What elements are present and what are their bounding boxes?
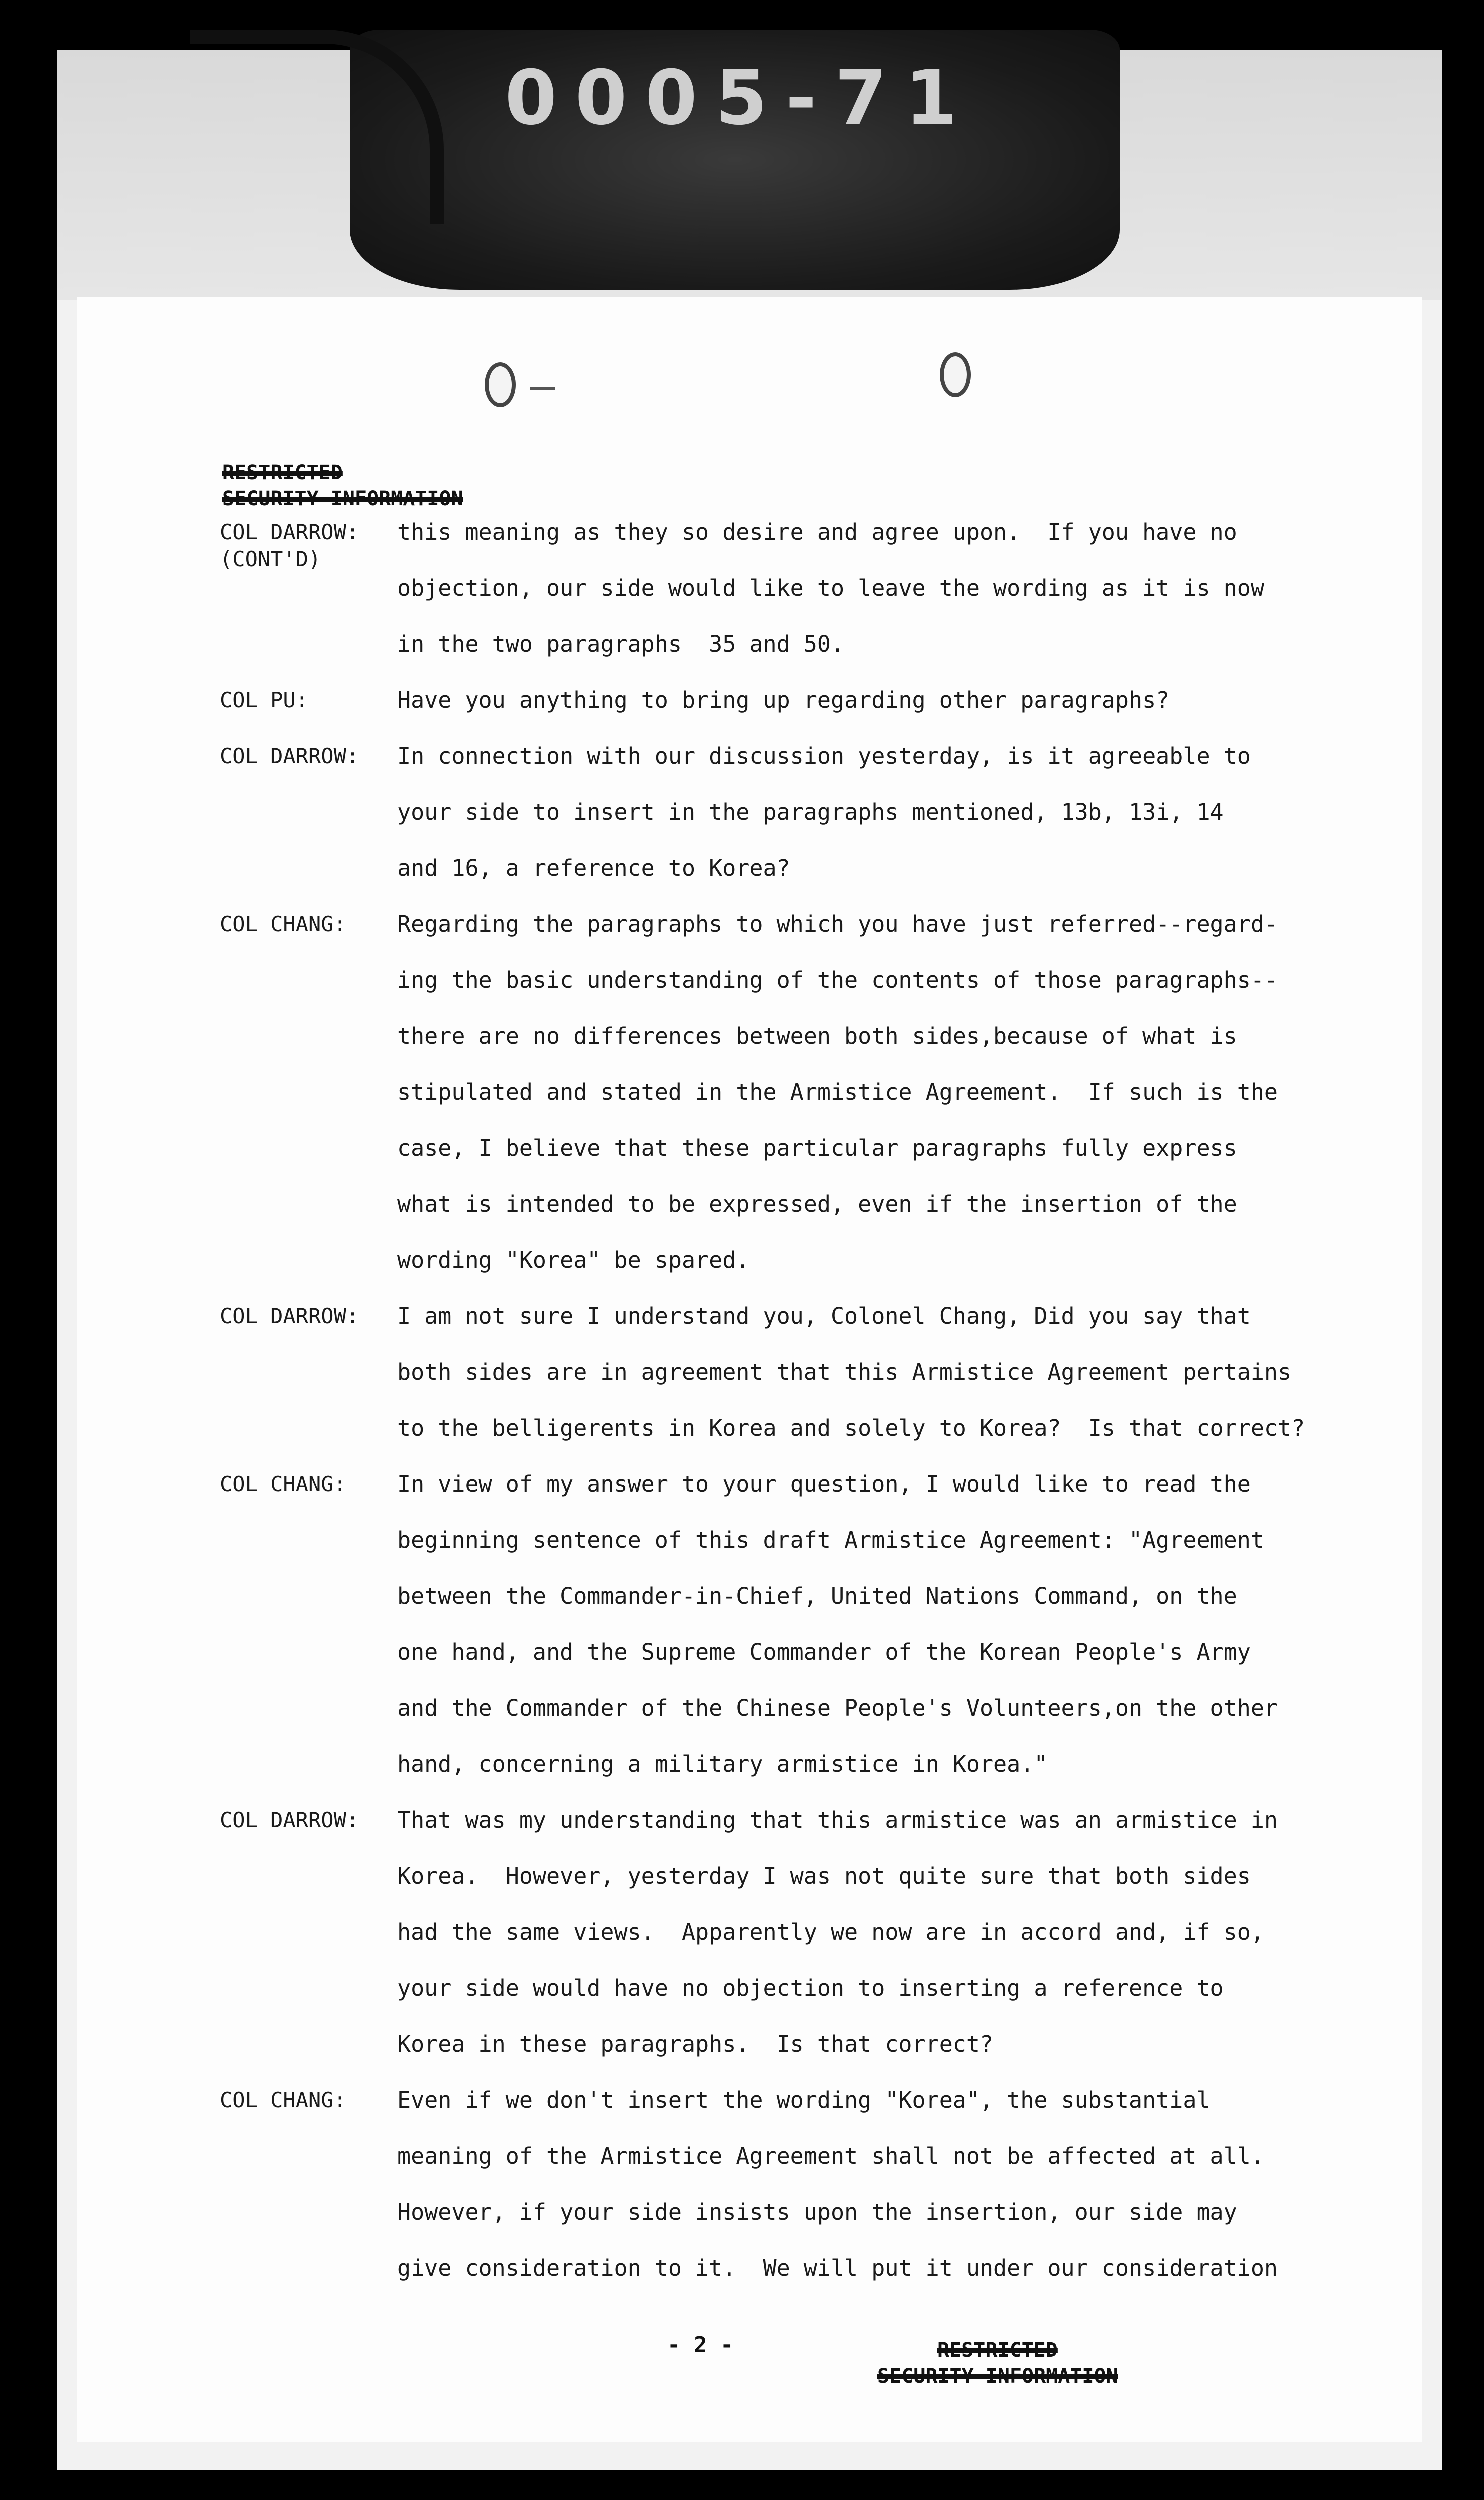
speaker-note: (CONT'D) [220,547,321,572]
speech-line: give consideration to it. We will put it under our consideration [397,2255,1278,2282]
speaker-name: COL PU: [220,688,309,712]
speaker-name: COL DARROW: [220,744,359,768]
speech-line: However, if your side insists upon the insertion, our side may [397,2199,1237,2226]
transcript-entry [220,1803,1390,2083]
speech-text [397,907,1390,1299]
speech-line: hand, concerning a military armistice in Korea." [397,1751,1048,1778]
speech-line: meaning of the Armistice Agreement shall not be affected at all. [397,2143,1264,2170]
speech-text [397,515,1390,683]
transcript-entry [220,515,1390,683]
classification-line-2: SECURITY INFORMATION [222,488,463,510]
speech-line: had the same views. Apparently we now are in accord and, if so, [397,1919,1264,1946]
speech-line: your side would have no objection to inserting a reference to [397,1975,1224,2002]
speech-line: and the Commander of the Chinese People's Volunteers,on the other [397,1695,1278,1722]
transcript-entry [220,2083,1390,2307]
speech-line: both sides are in agreement that this Armistice Agreement pertains [397,1359,1292,1386]
speech-line: Even if we don't insert the wording "Korea", the substantial [397,2087,1210,2114]
page-number: - 2 - [667,2332,734,2358]
speech-text [397,1299,1390,1467]
transcript-entry [220,739,1390,907]
speech-line: your side to insert in the paragraphs mentioned, 13b, 13i, 14 [397,799,1224,826]
speech-line: Korea. However, yesterday I was not quite sure that both sides [397,1863,1251,1890]
speech-line: In view of my answer to your question, I would like to read the [397,1471,1251,1498]
speech-line: objection, our side would like to leave the wording as it is now [397,575,1264,602]
classification-footer-line-1: RESTRICTED [937,2339,1058,2362]
speaker-label [220,1803,397,2083]
speech-line: in the two paragraphs 35 and 50. [397,631,845,658]
speech-line: In connection with our discussion yesterday, is it agreeable to [397,743,1251,770]
transcript-body [220,515,1390,2307]
classification-line-1: RESTRICTED [222,462,343,484]
speech-line: wording "Korea" be spared. [397,1247,750,1274]
archive-stamp-number: 0005-71 [505,55,975,142]
speech-line: one hand, and the Supreme Commander of the Korean People's Army [397,1639,1251,1666]
speaker-label [220,2083,397,2307]
speech-line: ing the basic understanding of the contents of those paragraphs-- [397,967,1278,994]
classification-header [222,460,463,512]
speech-line: I am not sure I understand you, Colonel Chang, Did you say that [397,1303,1251,1330]
speaker-label [220,515,397,683]
speaker-label [220,1299,397,1467]
speaker-name: COL CHANG: [220,2088,346,2112]
speech-line: there are no differences between both sides,because of what is [397,1023,1237,1050]
speaker-name: COL DARROW: [220,520,359,544]
punch-hole-right [940,352,971,398]
speech-line: That was my understanding that this armistice was an armistice in [397,1807,1278,1834]
speaker-label [220,683,397,739]
punch-hole-mark [530,388,555,390]
speech-text [397,1467,1390,1803]
speech-text [397,2083,1390,2307]
speech-line: Have you anything to bring up regarding other paragraphs? [397,687,1170,714]
speaker-label [220,907,397,1299]
speech-text [397,683,1390,739]
speech-line: and 16, a reference to Korea? [397,855,790,882]
speaker-label [220,739,397,907]
speech-text [397,739,1390,907]
speaker-name: COL CHANG: [220,912,346,936]
punch-hole-left [485,362,516,408]
speech-line: stipulated and stated in the Armistice Agreement. If such is the [397,1079,1278,1106]
speech-line: Regarding the paragraphs to which you have just referred--regard- [397,911,1278,938]
speaker-name: COL CHANG: [220,1472,346,1496]
speech-line: beginning sentence of this draft Armistice Agreement: "Agreement [397,1527,1264,1554]
speech-line: case, I believe that these particular paragraphs fully express [397,1135,1237,1162]
speaker-name: COL DARROW: [220,1304,359,1328]
classification-footer [877,2338,1118,2390]
speech-line: Korea in these paragraphs. Is that correct? [397,2031,994,2058]
speech-line: this meaning as they so desire and agree upon. If you have no [397,519,1237,546]
transcript-entry [220,1299,1390,1467]
document-page [77,298,1422,2442]
speech-line: to the belligerents in Korea and solely to Korea? Is that correct? [397,1415,1305,1442]
speech-text [397,1803,1390,2083]
speech-line: what is intended to be expressed, even if the insertion of the [397,1191,1237,1218]
speaker-label [220,1467,397,1803]
transcript-entry [220,1467,1390,1803]
speech-line: between the Commander-in-Chief, United Nations Command, on the [397,1583,1237,1610]
transcript-entry [220,907,1390,1299]
classification-footer-line-2: SECURITY INFORMATION [877,2365,1118,2388]
transcript-entry [220,683,1390,739]
speaker-name: COL DARROW: [220,1808,359,1832]
